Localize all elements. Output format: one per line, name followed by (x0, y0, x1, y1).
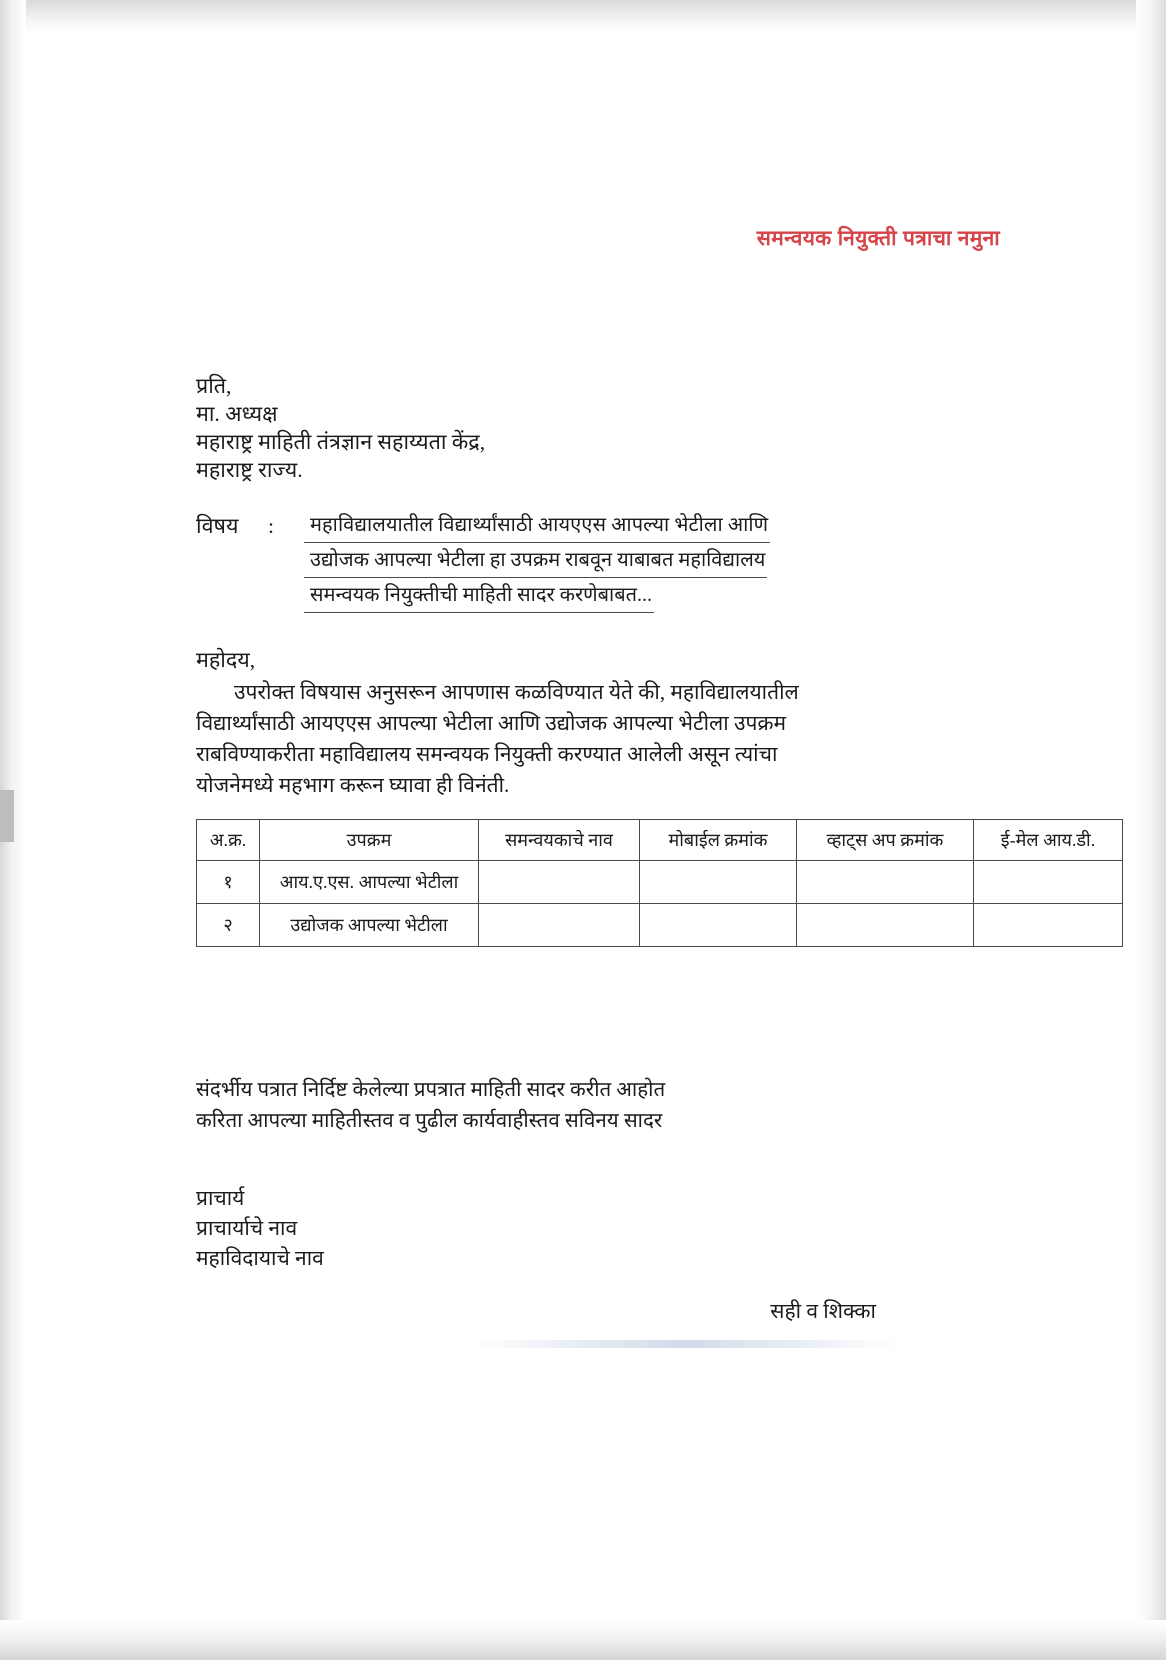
scan-edge-shading-bottom (0, 1620, 1166, 1660)
address-line: प्रति, (196, 374, 232, 398)
closing-paragraph (196, 1075, 1096, 1137)
paragraph-line: विद्यार्थ्यांसाठी आयएएस आपल्या भेटीला आणि उद्योजक आपल्या भेटीला उपक्रम (196, 711, 787, 735)
subject-block (196, 510, 1096, 615)
address-line: महाराष्ट्र राज्य. (196, 458, 303, 482)
cell-mobile[interactable] (640, 904, 797, 947)
subject-line: उद्योजक आपल्या भेटीला हा उपक्रम राबवून याबाबत महाविद्यालय (304, 545, 767, 578)
table-header-sr: अ.क्र. (197, 820, 260, 861)
cell-email[interactable] (974, 861, 1123, 904)
closing-line: संदर्भीय पत्रात निर्दिष्ट केलेल्या प्रपत्रात माहिती सादर करीत आहोत (196, 1079, 666, 1101)
address-line: महाराष्ट्र माहिती तंत्रज्ञान सहाय्यता केंद्र, (196, 430, 486, 454)
body-paragraph (196, 677, 1096, 801)
subject-text (304, 510, 1096, 615)
paragraph-line: योजनेमध्ये महभाग करून घ्यावा ही विनंती. (196, 773, 510, 797)
cell-whatsapp[interactable] (797, 904, 974, 947)
cell-email[interactable] (974, 904, 1123, 947)
subject-label: विषय (196, 514, 239, 538)
table-row (197, 861, 1123, 904)
table-header-activity: उपक्रम (260, 820, 479, 861)
subject-line: समन्वयक नियुक्तीची माहिती सादर करणेबाबत... (304, 580, 654, 613)
college-name-placeholder: महाविदायाचे नाव (196, 1246, 324, 1270)
recipient-address-block (196, 372, 1096, 484)
cell-whatsapp[interactable] (797, 861, 974, 904)
cell-activity: उद्योजक आपल्या भेटीला (260, 904, 479, 947)
table-header-mobile: मोबाईल क्रमांक (640, 820, 797, 861)
cell-sr: २ (197, 904, 260, 947)
scan-edge-shading-top (0, 0, 1166, 34)
table-header-whatsapp: व्हाट्स अप क्रमांक (797, 820, 974, 861)
table-header-email: ई-मेल आय.डी. (974, 820, 1123, 861)
scan-edge-shading-right (1136, 0, 1166, 1660)
address-line: मा. अध्यक्ष (196, 402, 278, 426)
signatory-designation: प्राचार्य (196, 1186, 245, 1210)
cell-coordinator-name[interactable] (479, 904, 640, 947)
document-body (196, 372, 1096, 1325)
scan-artifact-smudge (470, 1340, 900, 1348)
salutation: महोदय, (196, 648, 256, 672)
cell-activity: आय.ए.एस. आपल्या भेटीला (260, 861, 479, 904)
signatory-name-placeholder: प्राचार्याचे नाव (196, 1216, 298, 1240)
scan-artifact-notch (0, 790, 14, 842)
paragraph-line: उपरोक्त विषयास अनुसरून आपणास कळविण्यात येते की, महाविद्यालयातील (234, 680, 799, 704)
coordinator-info-table (196, 819, 1123, 947)
table-row (197, 904, 1123, 947)
table-header-name: समन्वयकाचे नाव (479, 820, 640, 861)
signature-and-stamp-note: सही व शिक्का (770, 1299, 876, 1323)
closing-line: करिता आपल्या माहितीस्तव व पुढील कार्यवाहीस्तव सविनय सादर (196, 1110, 663, 1132)
paragraph-line: राबविण्याकरीता महाविद्यालय समन्वयक नियुक्ती करण्यात आलेली असून त्यांचा (196, 742, 778, 766)
cell-sr: १ (197, 861, 260, 904)
table-header-row (197, 820, 1123, 861)
cell-mobile[interactable] (640, 861, 797, 904)
subject-colon: : (268, 514, 274, 538)
document-title: समन्वयक नियुक्ती पत्राचा नमुना (756, 227, 1000, 250)
signature-block (196, 1183, 1096, 1273)
subject-line: महाविद्यालयातील विद्यार्थ्यांसाठी आयएएस आपल्या भेटीला आणि (304, 510, 770, 543)
cell-coordinator-name[interactable] (479, 861, 640, 904)
